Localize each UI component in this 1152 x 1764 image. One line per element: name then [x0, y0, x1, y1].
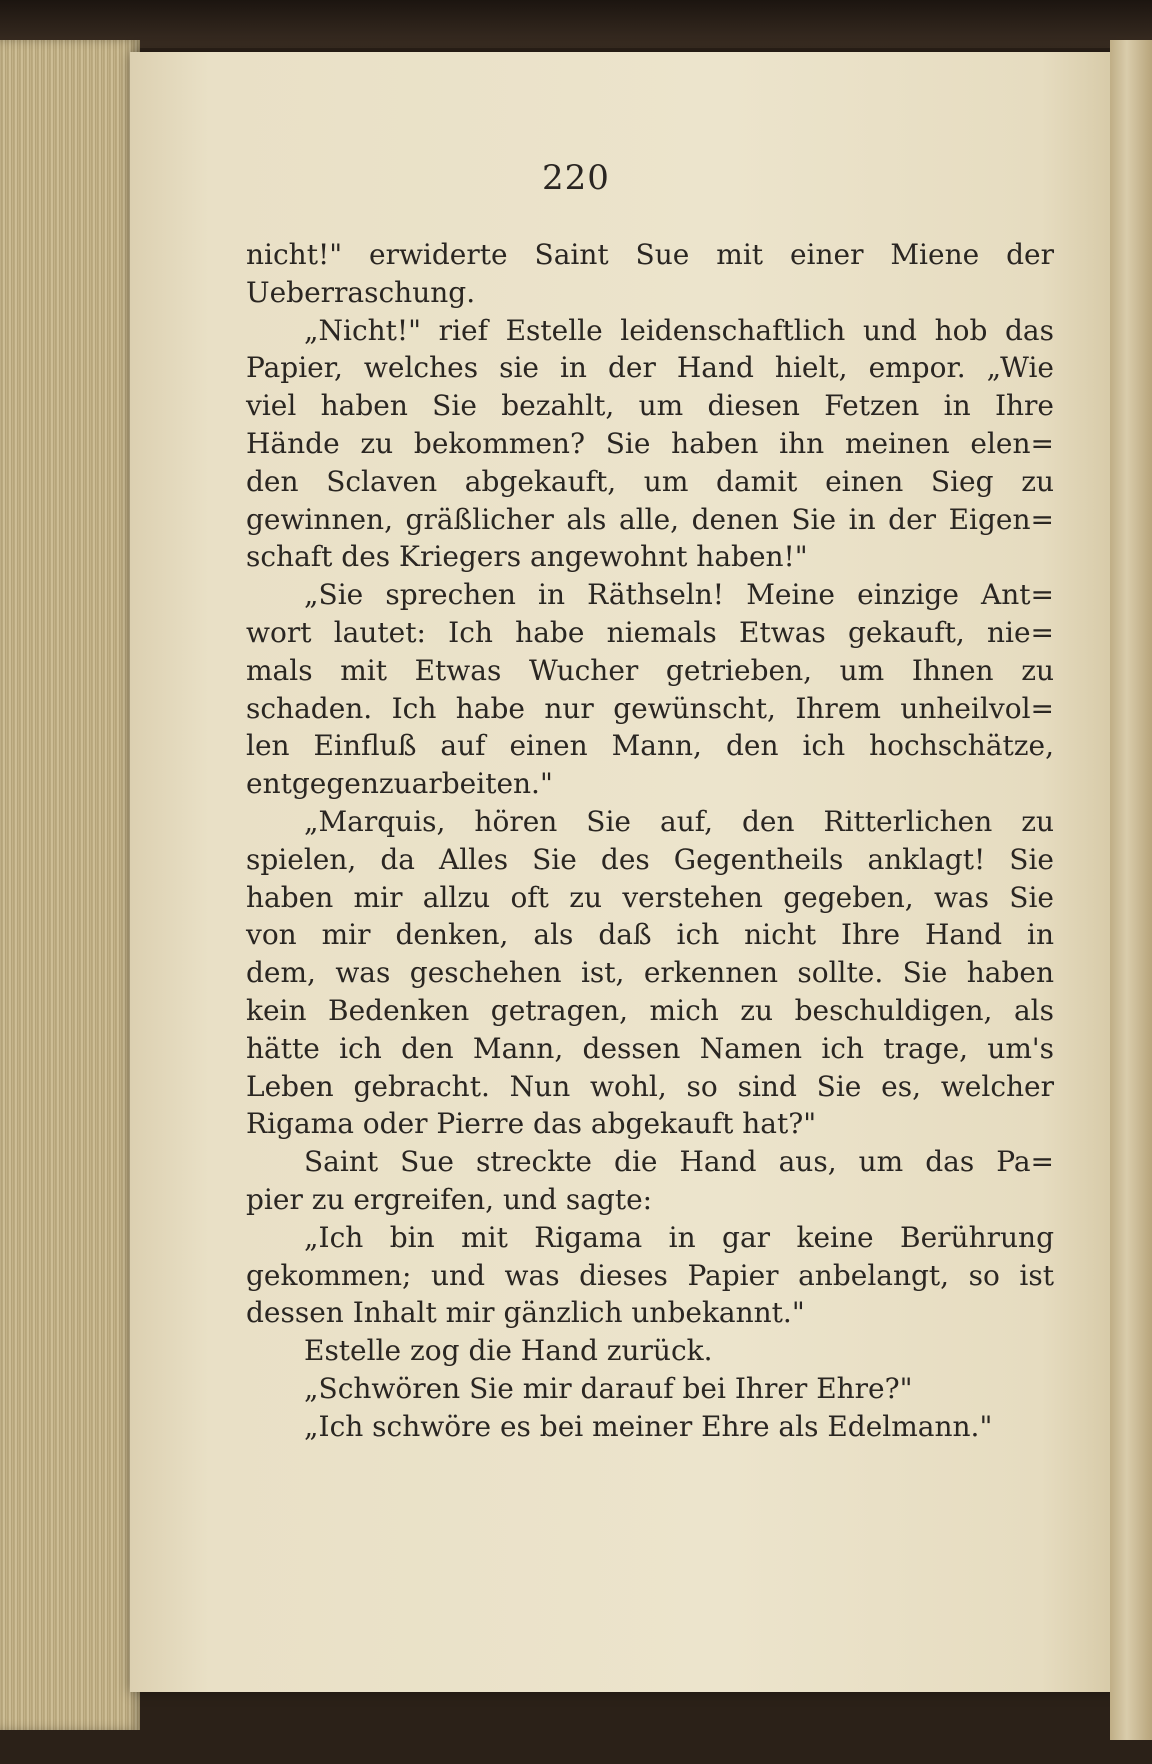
text-line: kein Bedenken getragen, mich zu beschuldigen, als	[246, 993, 1054, 1027]
text-line: „Ich bin mit Rigama in gar keine Berührung	[304, 1220, 1054, 1254]
text-line: schaden. Ich habe nur gewünscht, Ihrem unheilvol=	[246, 691, 1054, 725]
text-line: dessen Inhalt mir gänzlich unbekannt."	[246, 1296, 805, 1330]
text-line: „Schwören Sie mir darauf bei Ihrer Ehre?"	[304, 1371, 913, 1405]
text-line: Estelle zog die Hand zurück.	[304, 1334, 713, 1368]
text-line: „Ich schwöre es bei meiner Ehre als Edelmann."	[304, 1409, 993, 1443]
facing-page-edge	[1110, 40, 1152, 1740]
text-line: von mir denken, als daß ich nicht Ihre Hand in	[246, 918, 1054, 952]
text-line: Rigama oder Pierre das abgekauft hat?"	[246, 1107, 817, 1141]
text-line: entgegenzuarbeiten."	[246, 767, 553, 801]
text-line: Saint Sue streckte die Hand aus, um das Pa=	[304, 1145, 1054, 1179]
text-line: dem, was geschehen ist, erkennen sollte. Sie haben	[246, 956, 1054, 990]
text-line: schaft des Kriegers angewohnt haben!"	[246, 540, 808, 574]
text-line: Ueberraschung.	[246, 275, 476, 309]
text-line: haben mir allzu oft zu verstehen gegeben, was Sie	[246, 880, 1054, 914]
text-line: mals mit Etwas Wucher getrieben, um Ihnen zu	[246, 653, 1054, 687]
text-line: spielen, da Alles Sie des Gegentheils anklagt! Sie	[246, 842, 1054, 876]
text-line: len Einfluß auf einen Mann, den ich hochschätze,	[246, 729, 1054, 763]
text-line: Papier, welches sie in der Hand hielt, empor. „Wie	[246, 351, 1054, 385]
text-line: gekommen; und was dieses Papier anbelangt, so ist	[246, 1258, 1054, 1292]
text-line: Hände zu bekommen? Sie haben ihn meinen elen=	[246, 426, 1054, 460]
body-text	[246, 236, 1054, 1446]
text-line: viel haben Sie bezahlt, um diesen Fetzen in Ihre	[246, 389, 1054, 423]
background-shadow	[0, 0, 1152, 48]
text-line: „Marquis, hören Sie auf, den Ritterlichen zu	[304, 804, 1054, 838]
text-line: gewinnen, gräßlicher als alle, denen Sie in der Eigen=	[246, 502, 1054, 536]
text-line: hätte ich den Mann, dessen Namen ich trage, um's	[246, 1031, 1054, 1065]
text-line: nicht!" erwiderte Saint Sue mit einer Miene der	[246, 238, 1054, 271]
text-line: „Sie sprechen in Räthseln! Meine einzige Ant=	[304, 578, 1054, 612]
text-line: pier zu ergreifen, und sagte:	[246, 1182, 653, 1216]
text-line: wort lautet: Ich habe niemals Etwas gekauft, nie=	[246, 615, 1054, 649]
text-line: den Sclaven abgekauft, um damit einen Sieg zu	[246, 464, 1054, 498]
book-page-edges	[0, 40, 140, 1730]
page-number: 220	[542, 158, 610, 198]
text-line: „Nicht!" rief Estelle leidenschaftlich und hob das	[304, 313, 1054, 347]
text-line: Leben gebracht. Nun wohl, so sind Sie es, welcher	[246, 1069, 1054, 1103]
